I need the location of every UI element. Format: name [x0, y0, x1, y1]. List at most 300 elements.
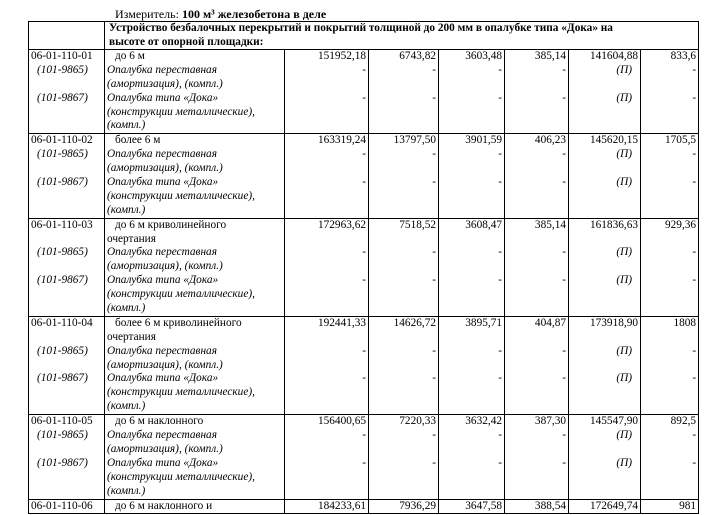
- spacer: [31, 400, 102, 414]
- value: 3608,47: [465, 218, 502, 231]
- section-header-left-blank: [29, 22, 105, 50]
- dash: -: [498, 63, 502, 76]
- table-row: [29, 415, 699, 499]
- spacer: [287, 260, 366, 274]
- value-cell: [439, 415, 505, 499]
- dash: -: [432, 344, 436, 357]
- dash: -: [562, 91, 566, 104]
- work-name: до 6 м наклонного и: [115, 499, 213, 512]
- spacer: [287, 471, 366, 485]
- spacer: [571, 260, 638, 274]
- table-row: [29, 218, 699, 316]
- measure-unit-label: Измеритель:: [115, 7, 179, 21]
- spacer: [507, 443, 566, 457]
- spacer: [31, 359, 102, 373]
- value-cell: [285, 218, 369, 316]
- material-name-line: (амортизация), (компл.): [107, 77, 223, 90]
- spacer: [571, 119, 638, 133]
- spacer: [371, 485, 436, 499]
- value-cell: [369, 316, 439, 414]
- spacer: [643, 400, 696, 414]
- measure-unit: [115, 7, 326, 22]
- value-cell: [505, 499, 569, 514]
- spacer: [31, 78, 102, 92]
- spacer: [571, 485, 638, 499]
- spacer: [507, 204, 566, 218]
- spacer: [571, 78, 638, 92]
- material-class: (П): [616, 148, 632, 161]
- value-cell: [439, 499, 505, 514]
- value: 1705,5: [665, 134, 697, 147]
- spacer: [371, 119, 436, 133]
- dash: -: [562, 372, 566, 385]
- spacer: [643, 471, 696, 485]
- spacer: [507, 400, 566, 414]
- dash: -: [692, 344, 697, 357]
- value-cell: [641, 499, 699, 514]
- spacer: [371, 331, 436, 345]
- spacer: [507, 471, 566, 485]
- value-cell: [505, 316, 569, 414]
- section-title-line: высоте от опорной площадки:: [109, 35, 264, 48]
- spacer: [571, 190, 638, 204]
- spacer: [31, 288, 102, 302]
- dash: -: [432, 372, 436, 385]
- value-cell: [641, 316, 699, 414]
- material-code: (101-9867): [37, 456, 88, 469]
- work-name-cont: очертания: [107, 330, 156, 343]
- spacer: [31, 204, 102, 218]
- spacer: [371, 162, 436, 176]
- dash: -: [432, 63, 436, 76]
- spacer: [441, 119, 502, 133]
- spacer: [507, 288, 566, 302]
- spacer: [441, 288, 502, 302]
- material-code: (101-9867): [37, 372, 88, 385]
- spacer: [571, 443, 638, 457]
- rate-code-cell: [29, 134, 105, 218]
- spacer: [287, 302, 366, 316]
- spacer: [441, 331, 502, 345]
- spacer: [371, 260, 436, 274]
- spacer: [643, 485, 696, 499]
- spacer: [643, 302, 696, 316]
- spacer: [371, 233, 436, 247]
- material-class: (П): [616, 91, 632, 104]
- value: 388,54: [534, 499, 566, 512]
- dash: -: [362, 91, 366, 104]
- spacer: [571, 471, 638, 485]
- value: 161836,63: [589, 218, 638, 231]
- dash: -: [562, 176, 566, 189]
- value-cell: [505, 218, 569, 316]
- material-name-line: (компл.): [107, 400, 146, 413]
- spacer: [371, 78, 436, 92]
- dash: -: [362, 176, 366, 189]
- spacer: [643, 106, 696, 120]
- spacer: [507, 359, 566, 373]
- value: 3632,42: [465, 415, 502, 428]
- spacer: [441, 302, 502, 316]
- value-cell: [569, 499, 641, 514]
- spacer: [643, 233, 696, 247]
- work-name: до 6 м криволинейного: [115, 218, 227, 231]
- value-cell: [369, 134, 439, 218]
- work-name: более 6 м криволинейного: [115, 316, 242, 329]
- dash: -: [498, 344, 502, 357]
- section-title: [105, 22, 699, 50]
- value-cell: [285, 499, 369, 514]
- value-cell: [641, 50, 699, 134]
- spacer: [507, 485, 566, 499]
- spacer: [507, 78, 566, 92]
- dash: -: [562, 344, 566, 357]
- spacer: [31, 386, 102, 400]
- spacer: [643, 78, 696, 92]
- material-name-line: (конструкции металлические),: [107, 288, 255, 301]
- value: 141604,88: [589, 50, 638, 62]
- spacer: [371, 443, 436, 457]
- rate-code: 06-01-110-03: [31, 218, 93, 231]
- dash: -: [562, 148, 566, 161]
- spacer: [507, 302, 566, 316]
- rate-code: 06-01-110-04: [31, 316, 93, 329]
- material-name-line: (амортизация), (компл.): [107, 260, 223, 273]
- spacer: [643, 204, 696, 218]
- spacer: [441, 485, 502, 499]
- spacer: [507, 162, 566, 176]
- value: 406,23: [534, 134, 566, 147]
- spacer: [643, 119, 696, 133]
- value: 172963,62: [317, 218, 366, 231]
- value: 145547,90: [589, 415, 638, 428]
- spacer: [571, 386, 638, 400]
- material-name-line: (конструкции металлические),: [107, 189, 255, 202]
- dash: -: [498, 456, 502, 469]
- spacer: [571, 359, 638, 373]
- dash: -: [432, 91, 436, 104]
- material-class: (П): [616, 176, 632, 189]
- value: 981: [679, 499, 697, 512]
- dash: -: [692, 63, 697, 76]
- value: 156400,65: [317, 415, 366, 428]
- spacer: [441, 204, 502, 218]
- spacer: [571, 331, 638, 345]
- value-cell: [505, 134, 569, 218]
- spacer: [441, 400, 502, 414]
- value: 145620,15: [589, 134, 638, 147]
- value: 6743,82: [399, 50, 436, 62]
- dash: -: [692, 246, 697, 259]
- material-code: (101-9865): [37, 148, 88, 161]
- work-name-cell: [105, 50, 285, 134]
- dash: -: [692, 372, 697, 385]
- material-name-line: Опалубка типа «Дока»: [107, 176, 219, 189]
- spacer: [571, 400, 638, 414]
- dash: -: [562, 429, 566, 442]
- value-cell: [285, 134, 369, 218]
- dash: -: [362, 63, 366, 76]
- value: 151952,18: [317, 50, 366, 62]
- material-class: (П): [616, 246, 632, 259]
- spacer: [31, 119, 102, 133]
- header-cropped-line: [0, 0, 711, 3]
- material-name-line: (компл.): [107, 302, 146, 315]
- work-name: до 6 м наклонного: [115, 415, 204, 428]
- material-name-line: (амортизация), (компл.): [107, 358, 223, 371]
- dash: -: [692, 148, 697, 161]
- material-name-line: Опалубка переставная: [107, 344, 217, 357]
- spacer: [371, 204, 436, 218]
- spacer: [287, 400, 366, 414]
- spacer: [371, 190, 436, 204]
- value-cell: [569, 50, 641, 134]
- rate-code-cell: [29, 316, 105, 414]
- spacer: [371, 386, 436, 400]
- spacer: [643, 386, 696, 400]
- measure-unit-value: 100 м³ железобетона в деле: [181, 7, 327, 21]
- material-name-line: (амортизация), (компл.): [107, 442, 223, 455]
- value: 892,5: [670, 415, 697, 428]
- spacer: [371, 106, 436, 120]
- work-name: до 6 м: [115, 50, 145, 62]
- price-table-body: [29, 22, 699, 514]
- dash: -: [692, 429, 697, 442]
- spacer: [31, 471, 102, 485]
- material-code: (101-9865): [37, 246, 88, 259]
- spacer: [31, 331, 102, 345]
- dash: -: [432, 148, 436, 161]
- material-code: (101-9867): [37, 176, 88, 189]
- material-class: (П): [616, 63, 632, 76]
- spacer: [441, 190, 502, 204]
- spacer: [441, 260, 502, 274]
- value: 7518,52: [399, 218, 436, 231]
- value: 3895,71: [465, 316, 502, 329]
- dash: -: [498, 91, 502, 104]
- work-name-cell: [105, 134, 285, 218]
- value-cell: [285, 50, 369, 134]
- dash: -: [498, 176, 502, 189]
- spacer: [287, 106, 366, 120]
- value: 7220,33: [399, 415, 436, 428]
- spacer: [643, 443, 696, 457]
- spacer: [287, 359, 366, 373]
- value: 7936,29: [399, 499, 436, 512]
- spacer: [287, 119, 366, 133]
- dash: -: [432, 176, 436, 189]
- dash: -: [692, 456, 697, 469]
- work-name: более 6 м: [115, 134, 161, 147]
- spacer: [441, 471, 502, 485]
- dash: -: [498, 274, 502, 287]
- value-cell: [569, 218, 641, 316]
- spacer: [287, 331, 366, 345]
- dash: -: [498, 148, 502, 161]
- spacer: [643, 288, 696, 302]
- spacer: [441, 106, 502, 120]
- dash: -: [498, 246, 502, 259]
- dash: -: [562, 246, 566, 259]
- spacer: [507, 331, 566, 345]
- spacer: [371, 288, 436, 302]
- spacer: [31, 443, 102, 457]
- value: 3647,58: [465, 499, 502, 512]
- spacer: [287, 485, 366, 499]
- section-header-row: [29, 22, 699, 50]
- material-name-line: (амортизация), (компл.): [107, 162, 223, 175]
- table-row: [29, 499, 699, 514]
- spacer: [31, 260, 102, 274]
- spacer: [507, 119, 566, 133]
- spacer: [31, 302, 102, 316]
- value-cell: [439, 50, 505, 134]
- spacer: [643, 331, 696, 345]
- value-cell: [285, 415, 369, 499]
- material-class: (П): [616, 456, 632, 469]
- material-code: (101-9867): [37, 91, 88, 104]
- rate-code-cell: [29, 415, 105, 499]
- value-cell: [641, 218, 699, 316]
- material-name-line: (конструкции металлические),: [107, 386, 255, 399]
- rate-code-cell: [29, 50, 105, 134]
- material-name-line: Опалубка переставная: [107, 246, 217, 259]
- value-cell: [369, 50, 439, 134]
- spacer: [441, 443, 502, 457]
- value-cell: [369, 218, 439, 316]
- dash: -: [432, 274, 436, 287]
- material-name-line: Опалубка переставная: [107, 63, 217, 76]
- material-class: (П): [616, 372, 632, 385]
- rate-code: 06-01-110-01: [31, 50, 93, 62]
- dash: -: [562, 63, 566, 76]
- value: 404,87: [534, 316, 566, 329]
- value: 173918,90: [589, 316, 638, 329]
- spacer: [643, 190, 696, 204]
- material-code: (101-9865): [37, 429, 88, 442]
- rate-code: 06-01-110-02: [31, 134, 93, 147]
- material-name-line: (конструкции металлические),: [107, 470, 255, 483]
- value-cell: [439, 316, 505, 414]
- value-cell: [285, 316, 369, 414]
- price-table: [28, 21, 699, 514]
- dash: -: [692, 274, 697, 287]
- dash: -: [362, 344, 366, 357]
- value: 385,14: [534, 50, 566, 62]
- dash: -: [562, 274, 566, 287]
- value: 13797,50: [393, 134, 436, 147]
- rate-code-cell: [29, 218, 105, 316]
- material-name-line: (компл.): [107, 484, 146, 497]
- work-name-cont: очертания: [107, 232, 156, 245]
- value-cell: [439, 134, 505, 218]
- spacer: [287, 162, 366, 176]
- spacer: [571, 162, 638, 176]
- spacer: [371, 302, 436, 316]
- dash: -: [498, 372, 502, 385]
- material-code: (101-9865): [37, 63, 88, 76]
- spacer: [287, 204, 366, 218]
- dash: -: [362, 429, 366, 442]
- value-cell: [505, 50, 569, 134]
- dash: -: [562, 456, 566, 469]
- spacer: [287, 443, 366, 457]
- spacer: [31, 233, 102, 247]
- spacer: [643, 162, 696, 176]
- value: 929,36: [665, 218, 697, 231]
- dash: -: [362, 372, 366, 385]
- spacer: [441, 78, 502, 92]
- material-name-line: (компл.): [107, 119, 146, 132]
- dash: -: [498, 429, 502, 442]
- material-name-line: Опалубка переставная: [107, 429, 217, 442]
- spacer: [371, 400, 436, 414]
- material-name-line: Опалубка типа «Дока»: [107, 456, 219, 469]
- value: 833,6: [670, 50, 697, 62]
- spacer: [571, 288, 638, 302]
- work-name-cell: [105, 499, 285, 514]
- rate-code-cell: [29, 499, 105, 514]
- value-cell: [369, 415, 439, 499]
- material-name-line: Опалубка переставная: [107, 148, 217, 161]
- value-cell: [569, 415, 641, 499]
- value: 385,14: [534, 218, 566, 231]
- material-class: (П): [616, 344, 632, 357]
- spacer: [441, 233, 502, 247]
- material-class: (П): [616, 274, 632, 287]
- spacer: [643, 260, 696, 274]
- material-name-line: Опалубка типа «Дока»: [107, 91, 219, 104]
- spacer: [287, 190, 366, 204]
- table-row: [29, 50, 699, 134]
- value: 3901,59: [465, 134, 502, 147]
- table-row: [29, 316, 699, 414]
- spacer: [571, 106, 638, 120]
- spacer: [571, 204, 638, 218]
- dash: -: [362, 246, 366, 259]
- value-cell: [641, 415, 699, 499]
- value: 14626,72: [393, 316, 436, 329]
- spacer: [507, 106, 566, 120]
- spacer: [287, 288, 366, 302]
- value-cell: [569, 134, 641, 218]
- table-row: [29, 134, 699, 218]
- value-cell: [505, 415, 569, 499]
- work-name-cell: [105, 218, 285, 316]
- material-code: (101-9867): [37, 274, 88, 287]
- spacer: [571, 233, 638, 247]
- dash: -: [432, 246, 436, 259]
- spacer: [31, 190, 102, 204]
- value: 387,30: [534, 415, 566, 428]
- dash: -: [432, 456, 436, 469]
- spacer: [507, 260, 566, 274]
- value: 184233,61: [317, 499, 366, 512]
- spacer: [507, 190, 566, 204]
- spacer: [31, 106, 102, 120]
- rate-code: 06-01-110-06: [31, 499, 93, 512]
- dash: -: [362, 148, 366, 161]
- material-name-line: Опалубка типа «Дока»: [107, 274, 219, 287]
- spacer: [441, 359, 502, 373]
- spacer: [287, 386, 366, 400]
- material-name-line: Опалубка типа «Дока»: [107, 372, 219, 385]
- dash: -: [362, 274, 366, 287]
- spacer: [441, 162, 502, 176]
- spacer: [31, 162, 102, 176]
- value: 3603,48: [465, 50, 502, 62]
- work-name-cell: [105, 316, 285, 414]
